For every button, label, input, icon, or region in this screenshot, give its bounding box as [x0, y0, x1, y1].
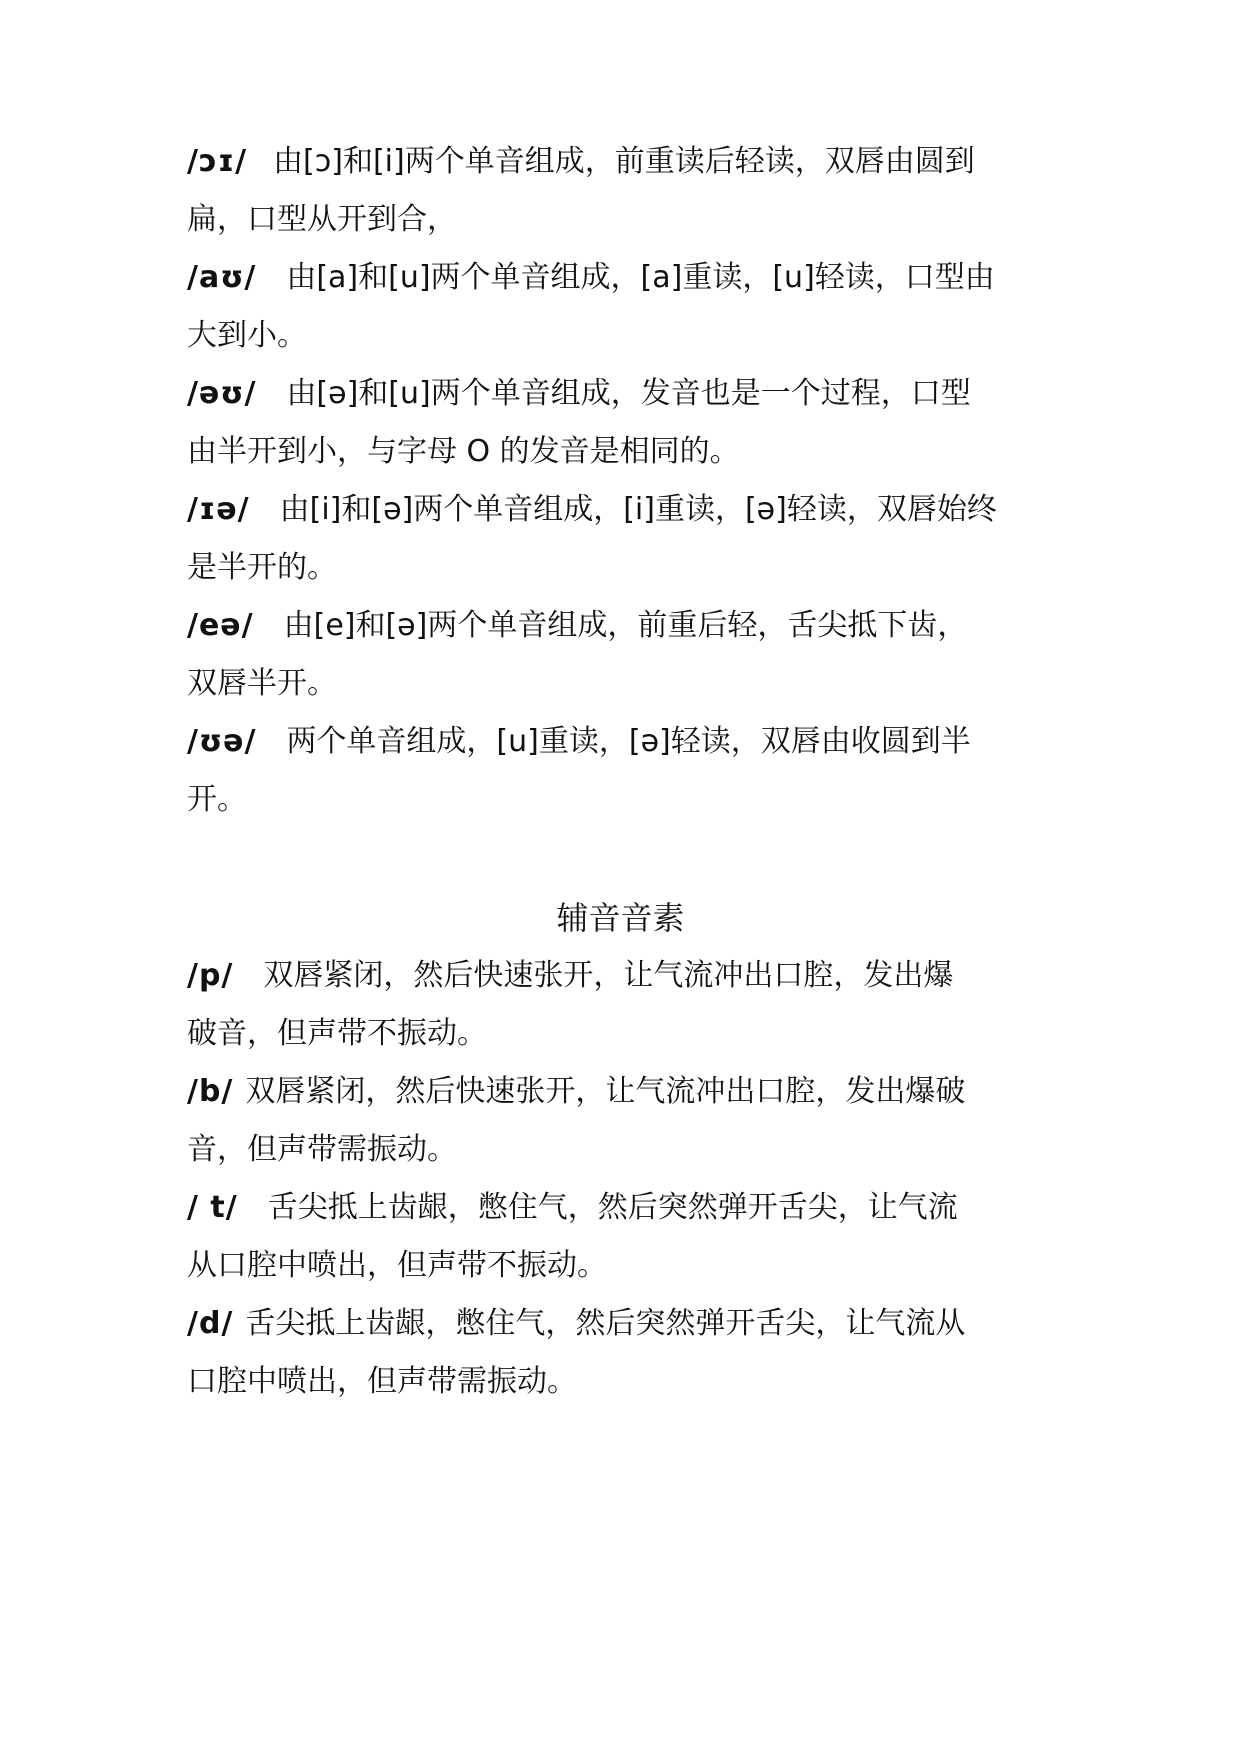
- description-text: 扁，口型从开到合，: [187, 202, 457, 237]
- description-text: 舌尖抵上齿龈，憋住气，然后突然弹开舌尖，让气流从: [245, 1306, 966, 1341]
- description-text: 是半开的。: [187, 550, 337, 585]
- description-text: 由[ə]和[u]两个单音组成，发音也是一个过程，口型: [286, 376, 971, 411]
- description-text: 由[e]和[ə]两个单音组成，前重后轻，舌尖抵下齿，: [283, 608, 968, 643]
- diphthong-ua-line-2: [187, 780, 1067, 820]
- diphthong-ie-line-1: [187, 490, 1067, 530]
- phonetic-symbol: /aʊ/: [187, 260, 257, 295]
- description-text: 舌尖抵上齿龈，憋住气，然后突然弹开舌尖，让气流: [267, 1190, 958, 1225]
- diphthong-ea-line-2: [187, 664, 1067, 704]
- diphthong-ua-line-1: [187, 722, 1067, 762]
- description-text: 由[ɔ]和[i]两个单音组成，前重读后轻读，双唇由圆到: [273, 144, 975, 179]
- phonetic-symbol: /eə/: [187, 608, 254, 643]
- diphthong-ou-line-1: [187, 374, 1067, 414]
- consonant-b-line-1: [187, 1072, 1067, 1112]
- diphthong-au-line-2: [187, 316, 1067, 356]
- description-text: 由半开到小，与字母 O 的发音是相同的。: [187, 434, 740, 469]
- description-text: 从口腔中喷出，但声带不振动。: [187, 1248, 607, 1283]
- phonetic-symbol: /ʊə/: [187, 724, 257, 759]
- phonetic-symbol: /b/: [187, 1074, 234, 1109]
- consonant-t-line-1: [187, 1188, 1067, 1228]
- diphthong-ie-line-2: [187, 548, 1067, 588]
- section-heading-consonants: 辅音音素: [556, 899, 685, 937]
- diphthong-ou-line-2: [187, 432, 1067, 472]
- description-text: 大到小。: [187, 318, 307, 353]
- phonetic-symbol: /p/: [187, 958, 234, 993]
- description-text: 口腔中喷出，但声带需振动。: [187, 1364, 577, 1399]
- diphthong-oi-line-2: [187, 200, 1067, 240]
- phonetic-symbol: /əʊ/: [187, 376, 257, 411]
- phonetic-symbol: /ɔɪ/: [187, 144, 248, 179]
- description-text: 破音，但声带不振动。: [187, 1016, 487, 1051]
- phonetic-symbol: / t/: [187, 1190, 238, 1225]
- description-text: 双唇半开。: [187, 666, 337, 701]
- consonant-p-line-1: [187, 956, 1067, 996]
- phonetic-symbol: /ɪə/: [187, 492, 250, 527]
- consonant-p-line-2: [187, 1014, 1067, 1054]
- consonant-t-line-2: [187, 1246, 1067, 1286]
- description-text: 由[i]和[ə]两个单音组成，[i]重读，[ə]轻读，双唇始终: [279, 492, 997, 527]
- description-text: 开。: [187, 782, 247, 817]
- consonant-d-line-2: [187, 1362, 1067, 1402]
- consonant-b-line-2: [187, 1130, 1067, 1170]
- description-text: 双唇紧闭，然后快速张开，让气流冲出口腔，发出爆: [263, 958, 954, 993]
- diphthong-au-line-1: [187, 258, 1067, 298]
- phonetic-symbol: /d/: [187, 1306, 234, 1341]
- description-text: 双唇紧闭，然后快速张开，让气流冲出口腔，发出爆破: [245, 1074, 966, 1109]
- description-text: 音，但声带需振动。: [187, 1132, 457, 1167]
- description-text: 由[a]和[u]两个单音组成，[a]重读，[u]轻读，口型由: [286, 260, 995, 295]
- consonant-d-line-1: [187, 1304, 1067, 1344]
- description-text: 两个单音组成，[u]重读，[ə]轻读，双唇由收圆到半: [286, 724, 971, 759]
- diphthong-oi-line-1: [187, 142, 1067, 182]
- diphthong-ea-line-1: [187, 606, 1067, 646]
